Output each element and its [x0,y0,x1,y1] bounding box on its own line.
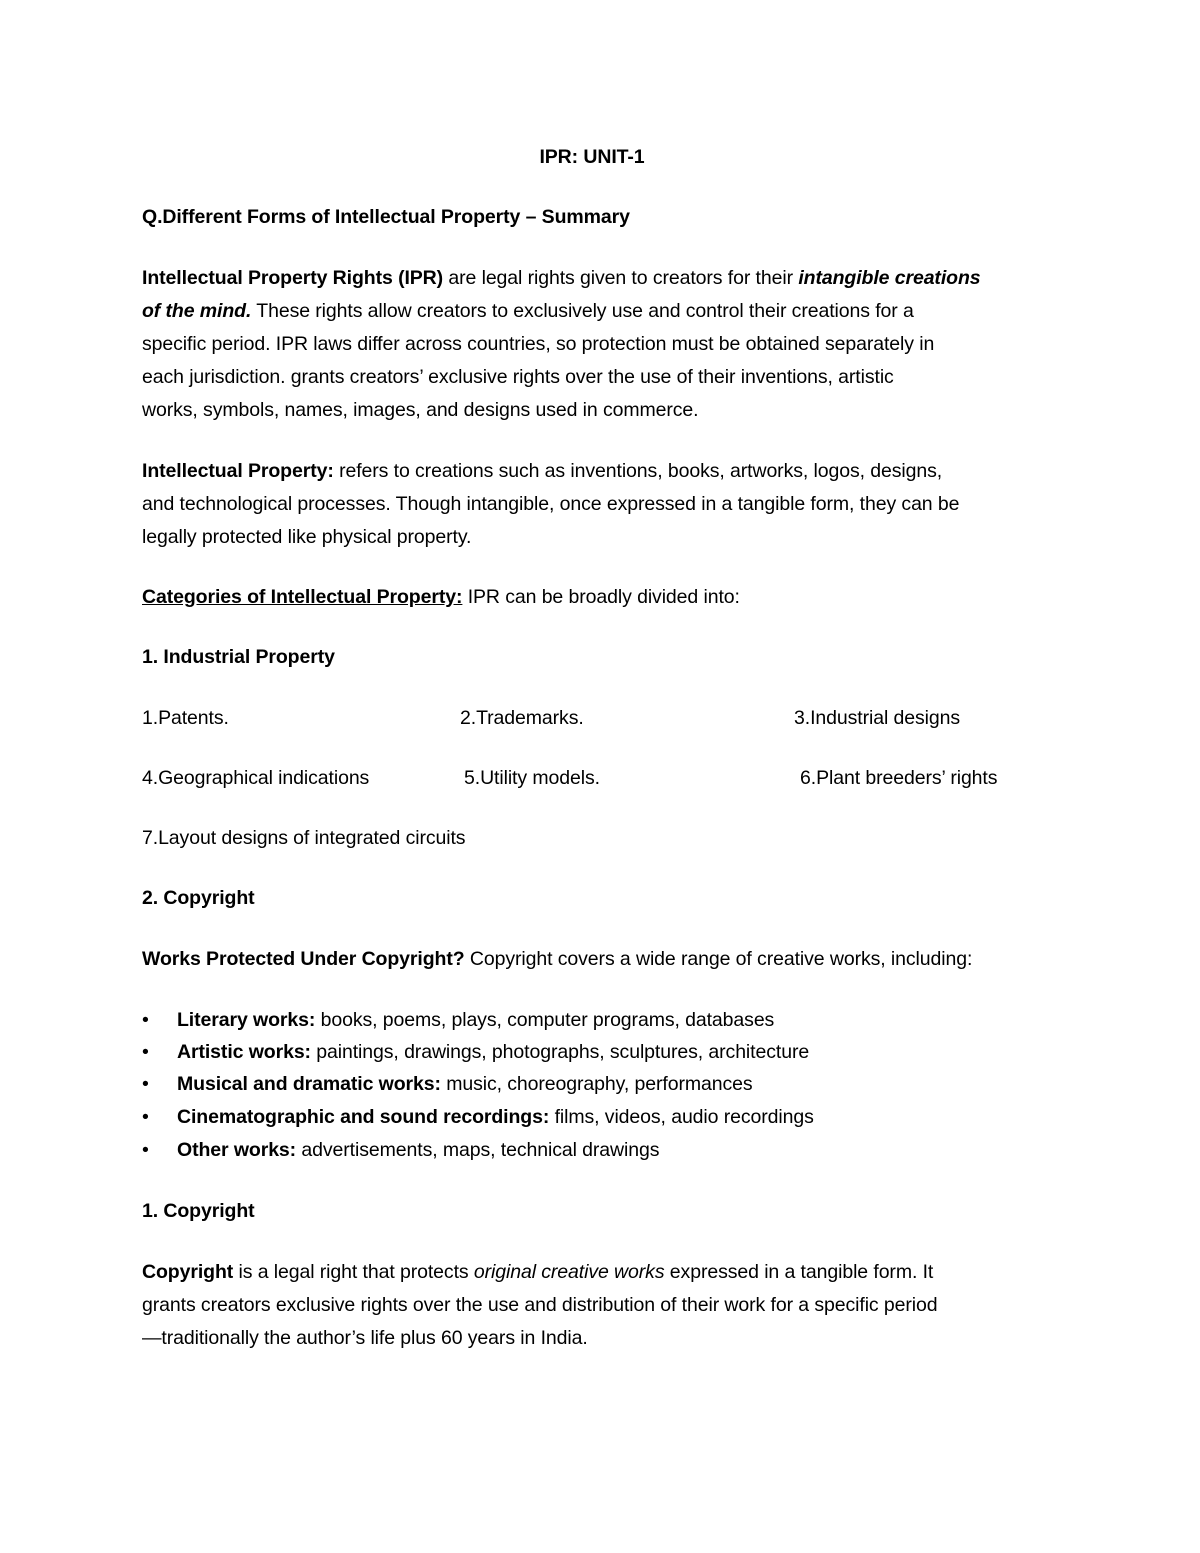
ipr-text: are legal rights given to creators for their [443,267,799,289]
bullet-text: advertisements, maps, technical drawings [296,1139,660,1161]
ipr-paragraph-line-5: works, symbols, names, images, and designs used in commerce. [142,399,699,421]
copyright-definition-line-1 [142,1260,933,1284]
categories-line [142,585,740,609]
list-item [142,1008,1042,1032]
copyright-term: Copyright [142,1261,234,1283]
bullet-icon: • [142,1073,149,1095]
bullet-icon: • [142,1041,149,1063]
copyright-heading: 2. Copyright [142,887,255,909]
industrial-item: 4.Geographical indications [142,767,370,789]
bullet-text: films, videos, audio recordings [549,1106,814,1128]
ipr-paragraph-line-2 [142,299,914,323]
categories-heading: Categories of Intellectual Property: [142,586,463,608]
ipr-paragraph-line-3: specific period. IPR laws differ across countries, so protection must be obtained separately in [142,333,935,355]
industrial-property-heading: 1. Industrial Property [142,646,335,668]
categories-text: IPR can be broadly divided into: [462,586,740,608]
industrial-item: 6.Plant breeders’ rights [800,767,998,789]
bullet-term: Cinematographic and sound recordings: [177,1106,550,1128]
ip-paragraph-line-3: legally protected like physical property. [142,526,472,548]
copyright-definition-heading: 1. Copyright [142,1200,255,1222]
ip-paragraph-line-2: and technological processes. Though intangible, once expressed in a tangible form, they can be [142,493,960,515]
bullet-text: books, poems, plays, computer programs, databases [315,1009,775,1031]
bullet-term: Literary works: [177,1009,316,1031]
bullet-text: music, choreography, performances [440,1073,753,1095]
industrial-item: 1.Patents. [142,707,229,729]
document-title: IPR: UNIT-1 [539,146,645,168]
ipr-paragraph-line-4: each jurisdiction. grants creators’ exclusive rights over the use of their inventions, artistic [142,366,894,388]
ipr-emphasis-2: of the mind. [142,300,252,322]
copyright-text-b: expressed in a tangible form. It [664,1261,934,1283]
industrial-item: 5.Utility models. [464,767,600,789]
industrial-item: 7.Layout designs of integrated circuits [142,827,466,849]
bullet-icon: • [142,1106,149,1128]
question-heading: Q.Different Forms of Intellectual Property – Summary [142,206,630,228]
copyright-emphasis: original creative works [473,1261,665,1283]
bullet-term: Artistic works: [177,1041,311,1063]
bullet-icon: • [142,1009,149,1031]
ip-paragraph-line-1 [142,459,942,483]
list-item [142,1040,1042,1064]
bullet-term: Musical and dramatic works: [177,1073,441,1095]
copyright-text-a: is a legal right that protects [233,1261,474,1283]
industrial-item: 2.Trademarks. [460,707,584,729]
list-item [142,1138,1042,1162]
copyright-definition-line-2: grants creators exclusive rights over the use and distribution of their work for a specific period [142,1294,938,1316]
ipr-text-2: These rights allow creators to exclusively use and control their creations for a [251,300,914,322]
ip-text: refers to creations such as inventions, books, artworks, logos, designs, [333,460,943,482]
ip-term: Intellectual Property: [142,460,334,482]
industrial-item: 3.Industrial designs [794,707,961,729]
works-protected-line [142,947,972,971]
bullet-text: paintings, drawings, photographs, sculptures, architecture [310,1041,810,1063]
bullet-icon: • [142,1139,149,1161]
list-item [142,1072,1042,1096]
works-protected-text: Copyright covers a wide range of creative works, including: [464,948,973,970]
list-item [142,1105,1042,1129]
bullet-term: Other works: [177,1139,297,1161]
copyright-definition-line-3: —traditionally the author’s life plus 60 years in India. [142,1327,588,1349]
works-protected-term: Works Protected Under Copyright? [142,948,465,970]
ipr-term: Intellectual Property Rights (IPR) [142,267,444,289]
ipr-emphasis: intangible creations [798,267,981,289]
ipr-paragraph-line-1 [142,266,981,290]
